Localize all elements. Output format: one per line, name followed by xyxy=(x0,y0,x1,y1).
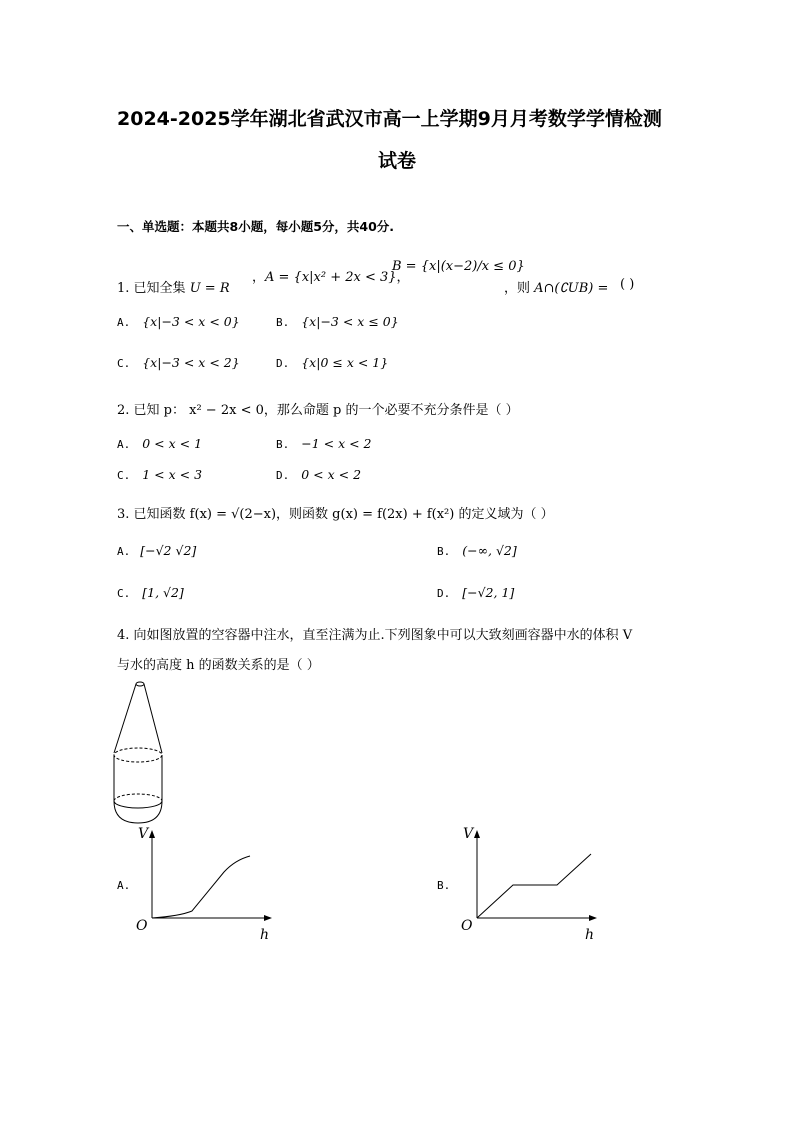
q1-option-d: D. {x|0 ≤ x < 1} xyxy=(276,355,389,370)
graph-b-y-label: V xyxy=(463,826,474,842)
q1-option-b: B. {x|−3 < x ≤ 0} xyxy=(276,314,399,329)
graph-a-origin-label: O xyxy=(136,918,148,934)
q2-option-a: A. 0 < x < 1 xyxy=(117,436,203,451)
question-1-ask: ，则 A∩(∁UB) = xyxy=(504,281,609,296)
graph-b-x-arrow xyxy=(589,915,597,921)
q3-option-c: C. [1, √2] xyxy=(117,585,184,600)
graph-a xyxy=(130,822,280,944)
q2-option-d: D. 0 < x < 2 xyxy=(276,467,362,482)
cone-left-edge xyxy=(114,684,136,753)
cone-right-edge xyxy=(144,684,162,753)
set-a-formula: ，A = {x|x² + 2x < 3}， xyxy=(252,270,410,285)
question-2-stem: 2. 已知 p： x² − 2x < 0，那么命题 p 的一个必要不充分条件是（ ） xyxy=(117,403,519,418)
graph-b xyxy=(455,822,605,944)
q3-option-b: B. (−∞, √2] xyxy=(437,543,517,558)
cylinder-bottom-back xyxy=(114,794,162,801)
graph-a-y-arrow xyxy=(149,830,155,838)
bowl-bottom xyxy=(114,801,162,823)
universal-set-formula: U = R xyxy=(189,281,230,296)
q1-option-c: C. {x|−3 < x < 2} xyxy=(117,355,240,370)
graph-b-curve xyxy=(477,854,591,918)
graph-a-y-label: V xyxy=(138,826,149,842)
page-title-continued: 试卷 xyxy=(378,150,417,172)
answer-blank: ( ) xyxy=(620,277,635,292)
cone-top-opening xyxy=(136,682,144,686)
graph-b-origin-label: O xyxy=(461,918,473,934)
q1-option-a: A. {x|−3 < x < 0} xyxy=(117,314,240,329)
graph-a-curve xyxy=(152,856,250,918)
q2-option-b: B. −1 < x < 2 xyxy=(276,436,372,451)
question-3-stem: 3. 已知函数 f(x) = √(2−x)，则函数 g(x) = f(2x) + f(x²) 的定义域为（ ） xyxy=(117,507,554,522)
question-4-stem-line2: 与水的高度 h 的函数关系的是（ ） xyxy=(117,658,320,673)
graph-a-x-arrow xyxy=(264,915,272,921)
container-figure xyxy=(100,676,180,826)
cylinder-bottom-front xyxy=(114,801,162,808)
question-4-stem: 4. 向如图放置的空容器中注水，直至注满为止.下列图象中可以大致刻画容器中水的体积 V xyxy=(117,628,633,643)
graph-b-label: B. xyxy=(437,879,451,892)
set-b-formula: B = {x|(x−2)/x ≤ 0} xyxy=(392,259,525,274)
graph-a-x-label: h xyxy=(260,927,270,943)
q3-option-d: D. [−√2, 1] xyxy=(437,585,515,600)
question-number: 1. xyxy=(117,281,130,296)
q3-option-a: A. [−√2 √2] xyxy=(117,543,197,558)
page-title: 2024-2025学年湖北省武汉市高一上学期9月月考数学学情检测 xyxy=(117,108,662,130)
question-1-stem xyxy=(117,277,230,296)
cylinder-top-ellipse xyxy=(114,748,162,762)
graph-a-label: A. xyxy=(117,879,131,892)
q2-option-c: C. 1 < x < 3 xyxy=(117,467,203,482)
graph-b-y-arrow xyxy=(474,830,480,838)
question-text: 已知全集 xyxy=(133,281,186,296)
graph-b-x-label: h xyxy=(585,927,595,943)
section-heading: 一、单选题：本题共8小题，每小题5分，共40分. xyxy=(117,219,395,234)
